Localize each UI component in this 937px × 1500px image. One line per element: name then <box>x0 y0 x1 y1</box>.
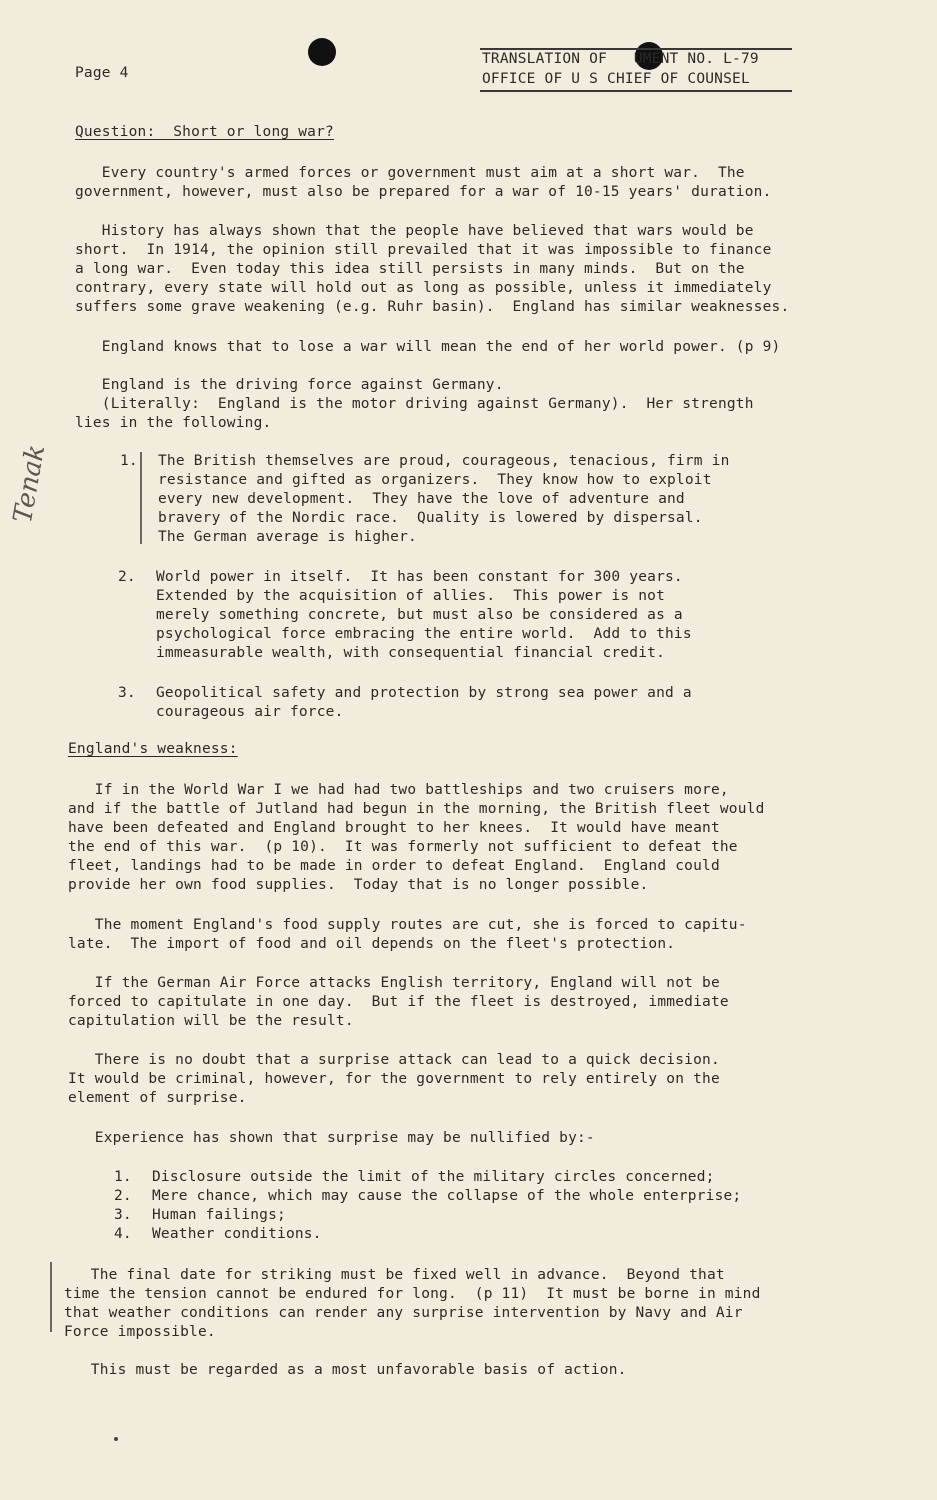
paragraph-line: If the German Air Force attacks English territory, England will not be <box>68 975 720 991</box>
paragraph-line: England is the driving force against Germany. <box>75 377 504 393</box>
list-item-line: Disclosure outside the limit of the military circles concerned; <box>152 1169 715 1185</box>
list-number: 2. <box>114 1188 132 1204</box>
paragraph-line: fleet, landings had to be made in order to defeat England. England could <box>68 858 720 874</box>
paragraph-line: contrary, every state will hold out as long as possible, unless it immediately <box>75 280 772 296</box>
paragraph-line: have been defeated and England brought to her knees. It would have meant <box>68 820 720 836</box>
list-number: 3. <box>114 1207 132 1223</box>
list-item-line: every new development. They have the love of adventure and <box>158 491 685 507</box>
paragraph-line: The moment England's food supply routes are cut, she is forced to capitu- <box>68 917 747 933</box>
translation-line: TRANSLATION OF UMENT NO. L-79 <box>482 51 759 67</box>
list-item-line: immeasurable wealth, with consequential financial credit. <box>156 645 665 661</box>
list-item-line: bravery of the Nordic race. Quality is lowered by dispersal. <box>158 510 703 526</box>
section-heading-short-or-long-war: Question: Short or long war? <box>75 124 334 140</box>
list-number: 1. <box>114 1169 132 1185</box>
margin-handwriting: Tenak <box>8 442 52 526</box>
list-item-line: courageous air force. <box>156 704 344 720</box>
paragraph-line: time the tension cannot be endured for long. (p 11) It must be borne in mind <box>64 1286 761 1302</box>
paragraph-line: the end of this war. (p 10). It was formerly not sufficient to defeat the <box>68 839 738 855</box>
list-number: 4. <box>114 1226 132 1242</box>
list-item-line: Weather conditions. <box>152 1226 322 1242</box>
header-rule-bottom <box>480 90 792 92</box>
list-number: 3. <box>118 685 136 701</box>
paragraph-line: provide her own food supplies. Today that is no longer possible. <box>68 877 649 893</box>
paragraph-line: Force impossible. <box>64 1324 216 1340</box>
paragraph-line: The final date for striking must be fixed well in advance. Beyond that <box>64 1267 725 1283</box>
list-item-line: Human failings; <box>152 1207 286 1223</box>
list-number: 1. <box>120 453 138 469</box>
paragraph-line: government, however, must also be prepared for a war of 10-15 years' duration. <box>75 184 772 200</box>
list-item-line: The German average is higher. <box>158 529 417 545</box>
paragraph-line: (Literally: England is the motor driving against Germany). Her strength <box>75 396 754 412</box>
paragraph-line: short. In 1914, the opinion still prevailed that it was impossible to finance <box>75 242 772 258</box>
paragraph-line: Experience has shown that surprise may be nullified by:- <box>68 1130 595 1146</box>
paragraph-line: that weather conditions can render any surprise intervention by Navy and Air <box>64 1305 743 1321</box>
header-rule-top <box>480 48 792 50</box>
paragraph-line: late. The import of food and oil depends on the fleet's protection. <box>68 936 676 952</box>
list-item-line: psychological force embracing the entire world. Add to this <box>156 626 692 642</box>
list-item-line: resistance and gifted as organizers. They know how to exploit <box>158 472 712 488</box>
paragraph-line: a long war. Even today this idea still persists in many minds. But on the <box>75 261 745 277</box>
paragraph-line: Every country's armed forces or government must aim at a short war. The <box>75 165 745 181</box>
margin-bracket-mark <box>140 452 142 544</box>
paragraph-line: capitulation will be the result. <box>68 1013 354 1029</box>
paragraph-line: History has always shown that the people have believed that wars would be <box>75 223 754 239</box>
office-line: OFFICE OF U S CHIEF OF COUNSEL <box>482 71 750 87</box>
paragraph-line: If in the World War I we had had two battleships and two cruisers more, <box>68 782 729 798</box>
list-item-line: The British themselves are proud, courageous, tenacious, firm in <box>158 453 730 469</box>
paragraph-line: There is no doubt that a surprise attack can lead to a quick decision. <box>68 1052 720 1068</box>
list-item-line: Extended by the acquisition of allies. This power is not <box>156 588 665 604</box>
list-number: 2. <box>118 569 136 585</box>
paragraph-line: and if the battle of Jutland had begun in the morning, the British fleet would <box>68 801 765 817</box>
list-item-line: merely something concrete, but must also be considered as a <box>156 607 683 623</box>
paragraph-line: element of surprise. <box>68 1090 247 1106</box>
margin-line-mark <box>50 1262 52 1332</box>
punch-hole-left <box>308 38 336 66</box>
section-heading-englands-weakness: England's weakness: <box>68 741 238 757</box>
stray-dot <box>114 1437 118 1441</box>
paragraph-line: This must be regarded as a most unfavorable basis of action. <box>64 1362 627 1378</box>
paragraph-line: suffers some grave weakening (e.g. Ruhr basin). England has similar weaknesses. <box>75 299 790 315</box>
paragraph-line: lies in the following. <box>75 415 272 431</box>
paragraph-line: forced to capitulate in one day. But if the fleet is destroyed, immediate <box>68 994 729 1010</box>
list-item-line: World power in itself. It has been constant for 300 years. <box>156 569 683 585</box>
list-item-line: Mere chance, which may cause the collapse of the whole enterprise; <box>152 1188 742 1204</box>
paragraph-line: England knows that to lose a war will mean the end of her world power. (p 9) <box>75 339 781 355</box>
list-item-line: Geopolitical safety and protection by strong sea power and a <box>156 685 692 701</box>
paragraph-line: It would be criminal, however, for the government to rely entirely on the <box>68 1071 720 1087</box>
page-label: Page 4 <box>75 65 129 81</box>
